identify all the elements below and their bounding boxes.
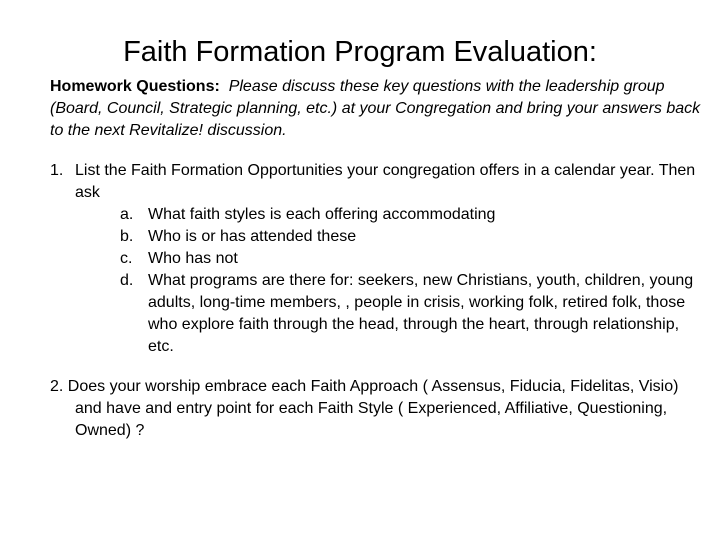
page-title: Faith Formation Program Evaluation: bbox=[123, 36, 597, 68]
subitem-d bbox=[120, 270, 700, 358]
subitem-a bbox=[120, 204, 700, 226]
homework-label: Homework Questions: bbox=[50, 78, 220, 95]
homework-instructions: Please discuss these key questions with the leadership group (Board, Council, Strategic planning, etc.) at your Congregation and bring your answers back to the next Revitalize! discussion. bbox=[50, 78, 701, 139]
subitem-c bbox=[120, 248, 700, 270]
subitem-letter: c. bbox=[120, 250, 133, 267]
homework-intro bbox=[50, 76, 710, 142]
question-2-text: 2. Does your worship embrace each Faith Approach ( Assensus, Fiducia, Fidelitas, Visio) and have and entry point for each Faith Style ( Experienced, Affiliative, Questioning, Owned) ? bbox=[50, 378, 679, 439]
subitem-letter: b. bbox=[120, 228, 134, 245]
question-1-text: List the Faith Formation Opportunities your congregation offers in a calendar year. Then ask bbox=[75, 162, 696, 201]
subitem-text: Who has not bbox=[148, 250, 238, 267]
question-1 bbox=[50, 160, 700, 358]
subitem-b bbox=[120, 226, 700, 248]
subitem-letter: a. bbox=[120, 206, 134, 223]
subitem-text: What faith styles is each offering accommodating bbox=[148, 206, 496, 223]
question-1-subitems bbox=[50, 204, 700, 358]
question-1-number: 1. bbox=[50, 162, 64, 179]
subitem-text: Who is or has attended these bbox=[148, 228, 357, 245]
subitem-letter: d. bbox=[120, 272, 134, 289]
question-2 bbox=[50, 376, 690, 442]
subitem-text: What programs are there for: seekers, new Christians, youth, children, young adults, long-time members, , people in crisis, working folk, retired folk, those who explore faith through the head, through the heart, through relationship, etc. bbox=[148, 272, 694, 355]
